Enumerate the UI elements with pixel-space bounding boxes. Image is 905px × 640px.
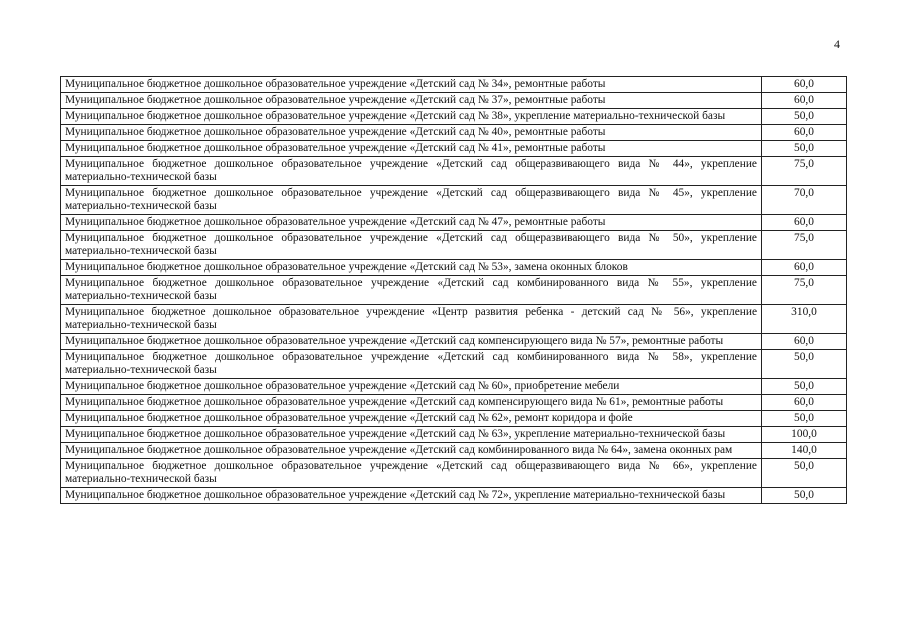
table-row [61,260,847,276]
table-row [61,231,847,260]
row-description: Муниципальное бюджетное дошкольное образовательное учреждение «Детский сад № 72», укрепление материально-технической базы [61,488,762,504]
funding-table-body [61,77,847,504]
row-description: Муниципальное бюджетное дошкольное образовательное учреждение «Детский сад № 47», ремонтные работы [61,215,762,231]
table-row [61,186,847,215]
table-row [61,334,847,350]
row-description: Муниципальное бюджетное дошкольное образовательное учреждение «Детский сад комбинированного вида № 55», укрепление материально-технической базы [61,276,762,305]
funding-table [60,76,847,504]
row-amount: 50,0 [762,350,847,379]
row-description: Муниципальное бюджетное дошкольное образовательное учреждение «Детский сад комбинированного вида № 64», замена оконных рам [61,443,762,459]
row-amount: 60,0 [762,334,847,350]
row-description: Муниципальное бюджетное дошкольное образовательное учреждение «Детский сад № 34», ремонтные работы [61,77,762,93]
row-description: Муниципальное бюджетное дошкольное образовательное учреждение «Детский сад компенсирующего вида № 57», ремонтные работы [61,334,762,350]
row-amount: 60,0 [762,260,847,276]
row-amount: 60,0 [762,215,847,231]
row-amount: 50,0 [762,459,847,488]
row-description: Муниципальное бюджетное дошкольное образовательное учреждение «Центр развития ребенка - детский сад № 56», укрепление материально-технической базы [61,305,762,334]
row-description: Муниципальное бюджетное дошкольное образовательное учреждение «Детский сад № 53», замена оконных блоков [61,260,762,276]
row-description: Муниципальное бюджетное дошкольное образовательное учреждение «Детский сад комбинированного вида № 58», укрепление материально-технической базы [61,350,762,379]
table-row [61,305,847,334]
row-amount: 50,0 [762,141,847,157]
table-row [61,350,847,379]
row-amount: 50,0 [762,411,847,427]
row-amount: 60,0 [762,77,847,93]
table-row [61,427,847,443]
row-description: Муниципальное бюджетное дошкольное образовательное учреждение «Детский сад общеразвивающего вида № 44», укрепление материально-технической базы [61,157,762,186]
row-description: Муниципальное бюджетное дошкольное образовательное учреждение «Детский сад компенсирующего вида № 61», ремонтные работы [61,395,762,411]
table-row [61,379,847,395]
table-row [61,109,847,125]
row-amount: 70,0 [762,186,847,215]
row-amount: 50,0 [762,379,847,395]
row-description: Муниципальное бюджетное дошкольное образовательное учреждение «Детский сад № 41», ремонтные работы [61,141,762,157]
table-row [61,93,847,109]
table-row [61,77,847,93]
row-description: Муниципальное бюджетное дошкольное образовательное учреждение «Детский сад общеразвивающего вида № 50», укрепление материально-технической базы [61,231,762,260]
row-amount: 50,0 [762,109,847,125]
row-description: Муниципальное бюджетное дошкольное образовательное учреждение «Детский сад № 63», укрепление материально-технической базы [61,427,762,443]
table-row [61,395,847,411]
row-amount: 75,0 [762,231,847,260]
table-row [61,157,847,186]
row-description: Муниципальное бюджетное дошкольное образовательное учреждение «Детский сад № 40», ремонтные работы [61,125,762,141]
row-amount: 60,0 [762,125,847,141]
row-amount: 75,0 [762,276,847,305]
table-row [61,125,847,141]
row-amount: 310,0 [762,305,847,334]
page-number: 4 [834,37,840,51]
row-description: Муниципальное бюджетное дошкольное образовательное учреждение «Детский сад общеразвивающего вида № 66», укрепление материально-технической базы [61,459,762,488]
row-description: Муниципальное бюджетное дошкольное образовательное учреждение «Детский сад № 60», приобретение мебели [61,379,762,395]
table-row [61,215,847,231]
table-row [61,141,847,157]
row-amount: 60,0 [762,93,847,109]
table-row [61,459,847,488]
row-description: Муниципальное бюджетное дошкольное образовательное учреждение «Детский сад общеразвивающего вида № 45», укрепление материально-технической базы [61,186,762,215]
row-amount: 140,0 [762,443,847,459]
table-row [61,411,847,427]
row-amount: 50,0 [762,488,847,504]
row-amount: 75,0 [762,157,847,186]
row-amount: 60,0 [762,395,847,411]
row-description: Муниципальное бюджетное дошкольное образовательное учреждение «Детский сад № 37», ремонтные работы [61,93,762,109]
row-description: Муниципальное бюджетное дошкольное образовательное учреждение «Детский сад № 38», укрепление материально-технической базы [61,109,762,125]
table-row [61,443,847,459]
table-row [61,276,847,305]
row-description: Муниципальное бюджетное дошкольное образовательное учреждение «Детский сад № 62», ремонт коридора и фойе [61,411,762,427]
row-amount: 100,0 [762,427,847,443]
table-row [61,488,847,504]
